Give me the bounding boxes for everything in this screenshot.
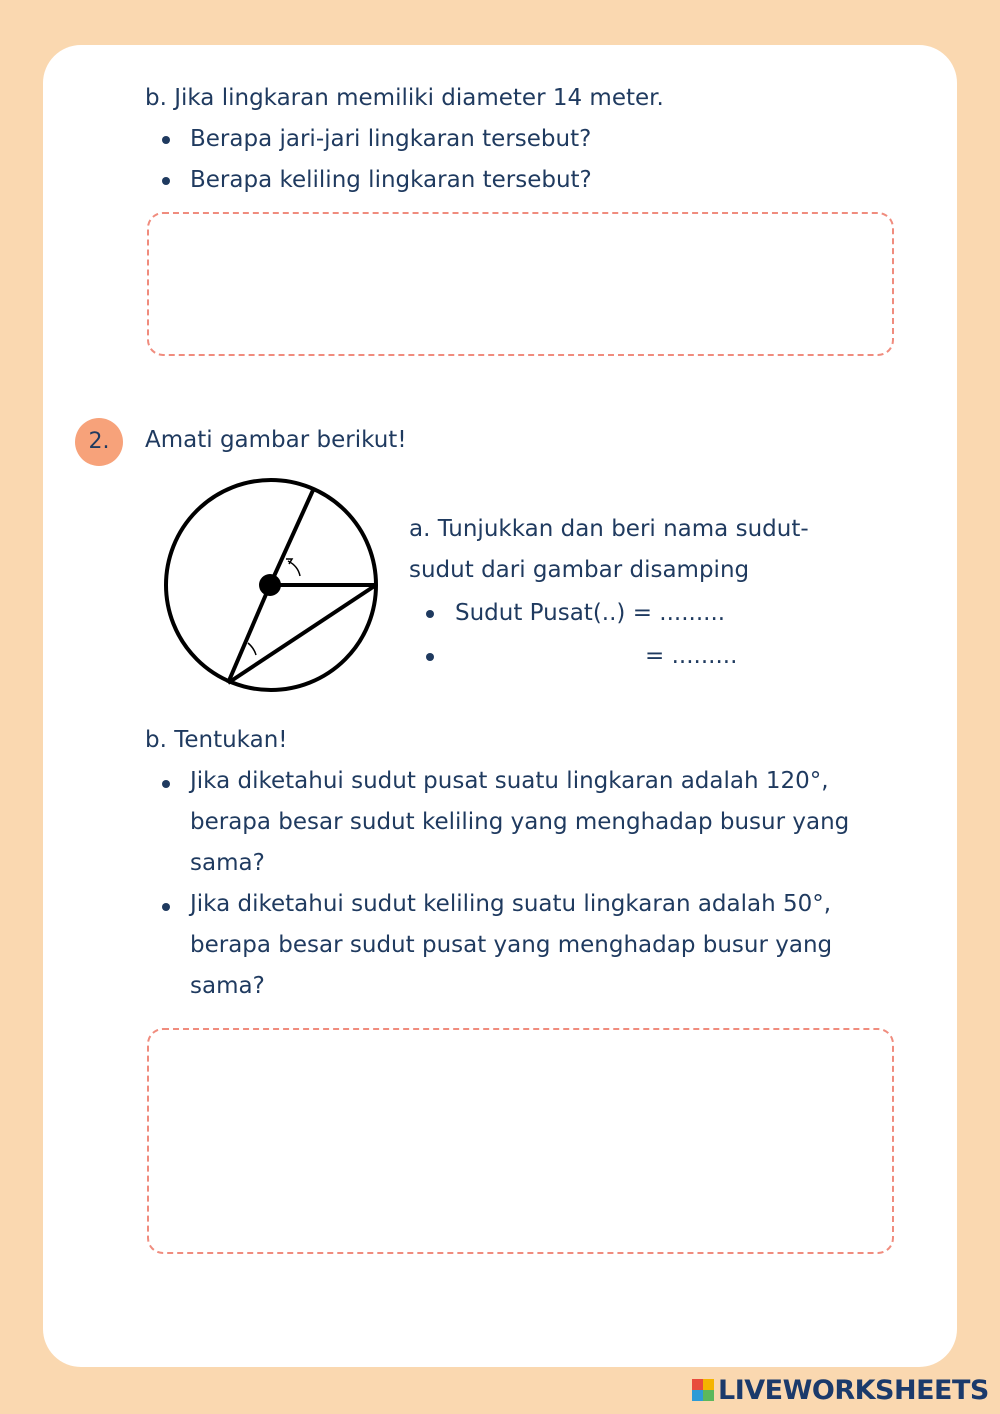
bullet-dot: [426, 653, 434, 661]
logo-square-blue: [692, 1390, 703, 1401]
logo-square-green: [703, 1390, 714, 1401]
answer-box-2[interactable]: [147, 1028, 894, 1254]
liveworksheets-logo[interactable]: [692, 1376, 989, 1404]
logo-square-red: [692, 1379, 703, 1390]
circle-diagram-svg: [150, 470, 390, 705]
q2b-bullet-2-line-3: sama?: [190, 973, 265, 999]
question-number-badge: [75, 418, 123, 466]
logo-square-yellow: [703, 1379, 714, 1390]
q2b-bullet-2-line-1: Jika diketahui sudut keliling suatu lingkaran adalah 50°,: [190, 891, 832, 917]
bullet-dot: [426, 610, 434, 618]
radius-line-top: [270, 488, 314, 585]
q2-instruction: Amati gambar berikut!: [145, 427, 407, 453]
bullet-dot: [162, 136, 170, 144]
q1b-bullet-2: Berapa keliling lingkaran tersebut?: [190, 167, 592, 193]
q2b-bullet-1-line-3: sama?: [190, 850, 265, 876]
q2b-prompt: b. Tentukan!: [145, 727, 288, 753]
q1b-bullet-1: Berapa jari-jari lingkaran tersebut?: [190, 126, 592, 152]
center-point: [259, 574, 281, 596]
q2a-line-1: a. Tunjukkan dan beri nama sudut-: [409, 516, 809, 542]
q2b-bullet-2-line-2: berapa besar sudut pusat yang menghadap busur yang: [190, 932, 833, 958]
q2a-bullet-1: Sudut Pusat(..) = .........: [455, 600, 726, 626]
q2b-bullet-1-line-2: berapa besar sudut keliling yang menghadap busur yang: [190, 809, 850, 835]
bullet-dot: [162, 177, 170, 185]
circle-diagram: [150, 470, 390, 705]
bullet-dot: [162, 903, 170, 911]
answer-box-1[interactable]: [147, 212, 894, 356]
logo-text: LIVEWORKSHEETS: [718, 1374, 989, 1406]
q2b-bullet-1-line-1: Jika diketahui sudut pusat suatu lingkaran adalah 120°,: [190, 768, 829, 794]
bullet-dot: [162, 780, 170, 788]
q2a-line-2: sudut dari gambar disamping: [409, 557, 750, 583]
inscribed-angle-arc: [248, 643, 256, 655]
question-number: 2.: [88, 429, 110, 454]
liveworksheets-logo-mark: [692, 1379, 714, 1401]
q2a-bullet-2: = .........: [645, 643, 738, 669]
q1b-prompt: b. Jika lingkaran memiliki diameter 14 meter.: [145, 85, 664, 111]
